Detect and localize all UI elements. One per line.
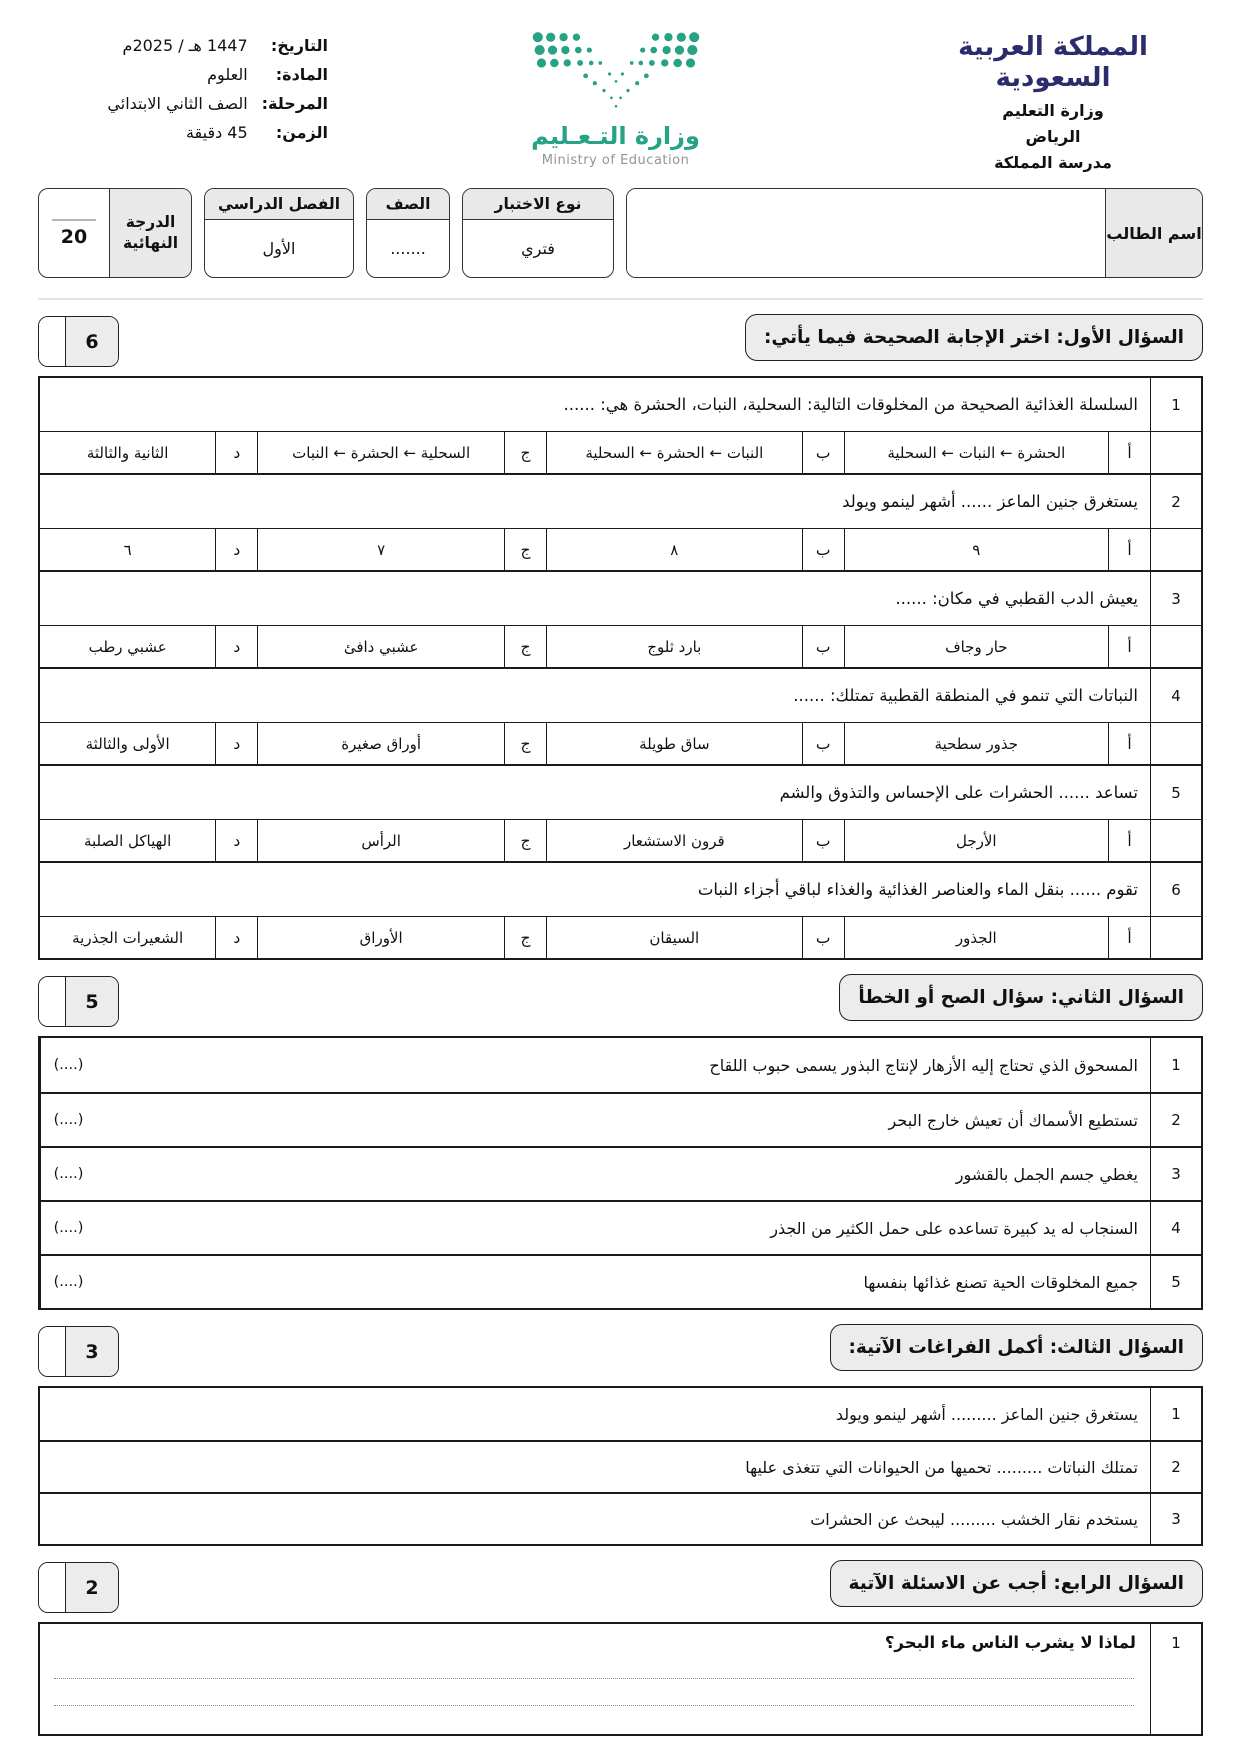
time-label: الزمن: (275, 123, 328, 142)
question-number: 3 (1171, 589, 1181, 608)
question-text: يعيش الدب القطبي في مكان: ...... (40, 572, 1151, 625)
question-number: 5 (1171, 783, 1181, 802)
statement-text: جميع المخلوقات الحية تصنع غذائها بنفسها (96, 1256, 1151, 1308)
question-text: تقوم ...... بنقل الماء والعناصر الغذائية والغذاء لباقي أجزاء النبات (40, 863, 1151, 916)
exam-type-box (462, 188, 614, 278)
option-letter-a: أ (1109, 529, 1151, 570)
statement-text: تستطيع الأسماك أن تعيش خارج البحر (96, 1094, 1151, 1146)
option-a[interactable]: الحشرة ← النبات ← السحلية (845, 432, 1109, 473)
question-number: 1 (1171, 395, 1181, 414)
option-letter-a: أ (1109, 432, 1151, 473)
section2-title: السؤال الثاني: سؤال الصح أو الخطأ (839, 974, 1203, 1021)
options-blank-cell (1151, 529, 1201, 570)
true-false-table (38, 1036, 1203, 1310)
subject-label: المادة: (275, 65, 328, 84)
question-number: 2 (1171, 492, 1181, 511)
option-d[interactable]: الهياكل الصلبة (40, 820, 216, 861)
options-blank-cell (1151, 820, 1201, 861)
answer-mark-cell[interactable]: (....) (40, 1148, 96, 1200)
option-a[interactable]: جذور سطحية (845, 723, 1109, 764)
item-number: 5 (1171, 1273, 1181, 1292)
semester-label: الفصل الدراسي (205, 189, 353, 220)
section1-header (38, 314, 1203, 367)
option-letter-c: ج (505, 529, 547, 570)
date-value: 1447 هـ / 2025م (122, 36, 248, 55)
option-letter-b: ب (803, 723, 845, 764)
option-a[interactable]: ٩ (845, 529, 1109, 570)
stage-value: الصف الثاني الابتدائي (107, 94, 248, 113)
options-blank-cell (1151, 432, 1201, 473)
question-text: النباتات التي تنمو في المنطقة القطبية تمتلك: ...... (40, 669, 1151, 722)
mcq-question-1 (40, 378, 1201, 473)
option-c[interactable]: الرأس (258, 820, 505, 861)
answer-line[interactable] (54, 1652, 1134, 1679)
time-value: 45 دقيقة (185, 123, 248, 142)
option-letter-b: ب (803, 432, 845, 473)
fill-blank-text[interactable]: يستخدم نقار الخشب ......... ليبحث عن الحشرات (40, 1494, 1151, 1544)
final-grade-box (38, 188, 192, 278)
option-letter-a: أ (1109, 820, 1151, 861)
item-number: 4 (1171, 1219, 1181, 1238)
option-letter-c: ج (505, 723, 547, 764)
question-text: تساعد ...... الحشرات على الإحساس والتذوق والشم (40, 766, 1151, 819)
options-blank-cell (1151, 723, 1201, 764)
student-name-label: اسم الطالب (1105, 189, 1202, 277)
ministry-logo-arabic-text: وزارة التـعـليم (531, 122, 700, 150)
city-name: الرياض (1025, 127, 1081, 147)
option-d[interactable]: عشبي رطب (40, 626, 216, 667)
option-a[interactable]: الأرجل (845, 820, 1109, 861)
option-letter-a: أ (1109, 723, 1151, 764)
section3-score: 3 (66, 1327, 118, 1376)
option-c[interactable]: الأوراق (258, 917, 505, 958)
option-b[interactable]: ٨ (547, 529, 803, 570)
item-number: 2 (1171, 1458, 1181, 1477)
question-number: 4 (1171, 686, 1181, 705)
fill-blank-row (40, 1440, 1201, 1492)
answer-line[interactable] (54, 1679, 1134, 1706)
section4-title: السؤال الرابع: أجب عن الاسئلة الآتية (830, 1560, 1203, 1607)
option-d[interactable]: الشعيرات الجذرية (40, 917, 216, 958)
true-false-row (40, 1146, 1201, 1200)
mcq-question-4 (40, 667, 1201, 764)
section1-score-blank-cell[interactable] (39, 317, 66, 366)
option-letter-d: د (216, 723, 258, 764)
section2-score-blank-cell[interactable] (39, 977, 66, 1026)
item-number: 1 (1171, 1056, 1181, 1075)
option-letter-c: ج (505, 432, 547, 473)
option-letter-b: ب (803, 529, 845, 570)
option-d[interactable]: الثانية والثالثة (40, 432, 216, 473)
option-b[interactable]: قرون الاستشعار (547, 820, 803, 861)
semester-box (204, 188, 354, 278)
section2-score-box (38, 976, 119, 1027)
item-number: 1 (1171, 1634, 1181, 1653)
org-block (903, 26, 1203, 172)
ministry-logo-english-text: Ministry of Education (541, 153, 690, 168)
option-letter-d: د (216, 820, 258, 861)
options-blank-cell (1151, 917, 1201, 958)
section4-header (38, 1560, 1203, 1613)
option-b[interactable]: السيقان (547, 917, 803, 958)
item-number: 3 (1171, 1510, 1181, 1529)
student-name-input[interactable] (627, 189, 1105, 277)
student-info-bar (38, 188, 1203, 278)
answer-mark-cell[interactable]: (....) (40, 1256, 96, 1308)
section4-score: 2 (66, 1563, 118, 1612)
class-value-input[interactable]: ....... (390, 239, 426, 259)
section3-title: السؤال الثالث: أكمل الفراغات الآتية: (830, 1324, 1203, 1371)
option-letter-d: د (216, 432, 258, 473)
obtained-grade-blank-line (52, 219, 96, 221)
item-number: 2 (1171, 1111, 1181, 1130)
option-c[interactable]: أوراق صغيرة (258, 723, 505, 764)
section3-score-blank-cell[interactable] (39, 1327, 66, 1376)
section2-score: 5 (66, 977, 118, 1026)
option-b[interactable]: النبات ← الحشرة ← السحلية (547, 432, 803, 473)
option-c[interactable]: ٧ (258, 529, 505, 570)
student-name-box (626, 188, 1203, 278)
final-grade-value: 20 (60, 225, 88, 248)
open-question-content (40, 1624, 1151, 1734)
date-label: التاريخ: (270, 36, 328, 55)
answer-mark-cell[interactable]: (....) (40, 1038, 96, 1092)
mcq-question-2 (40, 473, 1201, 570)
semester-value: الأول (262, 239, 296, 259)
option-d[interactable]: ٦ (40, 529, 216, 570)
option-letter-b: ب (803, 820, 845, 861)
option-letter-d: د (216, 626, 258, 667)
section3-header (38, 1324, 1203, 1377)
question-text: السلسلة الغذائية الصحيحة من المخلوقات التالية: السحلية، النبات، الحشرة هي: ...... (40, 378, 1151, 431)
answer-mark-cell[interactable]: (....) (40, 1094, 96, 1146)
true-false-row (40, 1200, 1201, 1254)
option-letter-c: ج (505, 917, 547, 958)
question-number: 6 (1171, 880, 1181, 899)
header-divider (38, 298, 1203, 300)
ministry-name: وزارة التعليم (1002, 101, 1104, 121)
question-text: يستغرق جنين الماعز ...... أشهر لينمو ويولد (40, 475, 1151, 528)
class-box (366, 188, 450, 278)
section4-score-box (38, 1562, 119, 1613)
ministry-logo-icon (521, 28, 711, 120)
fill-blank-text[interactable]: تمتلك النباتات ......... تحميها من الحيوانات التي تتغذى عليها (40, 1442, 1151, 1492)
fill-blank-row (40, 1492, 1201, 1544)
ministry-logo (328, 26, 903, 168)
exam-type-value: فتري (521, 239, 555, 259)
section1-score: 6 (66, 317, 118, 366)
option-c[interactable]: السحلية ← الحشرة ← النبات (258, 432, 505, 473)
open-question-block (38, 1622, 1203, 1736)
exam-type-label: نوع الاختبار (463, 189, 613, 220)
option-letter-d: د (216, 529, 258, 570)
option-letter-c: ج (505, 626, 547, 667)
section4-score-blank-cell[interactable] (39, 1563, 66, 1612)
saudi-emblem-calligraphy: المملكة العربية السعودية (958, 32, 1148, 94)
option-d[interactable]: الأولى والثالثة (40, 723, 216, 764)
section1-title: السؤال الأول: اختر الإجابة الصحيحة فيما يأتي: (745, 314, 1203, 361)
options-blank-cell (1151, 626, 1201, 667)
mcq-question-6 (40, 861, 1201, 958)
school-name: مدرسة المملكة (994, 153, 1112, 173)
section3-score-box (38, 1326, 119, 1377)
option-b[interactable]: بارد ثلوج (547, 626, 803, 667)
statement-text: السنجاب له يد كبيرة تساعده على حمل الكثير من الجذر (96, 1202, 1151, 1254)
item-number: 3 (1171, 1165, 1181, 1184)
page-header (38, 26, 1203, 172)
mcq-table (38, 376, 1203, 960)
option-letter-d: د (216, 917, 258, 958)
statement-text: يغطي جسم الجمل بالقشور (96, 1148, 1151, 1200)
statement-text: المسحوق الذي تحتاج إليه الأزهار لإنتاج البذور يسمى حبوب اللقاح (96, 1038, 1151, 1092)
true-false-row (40, 1254, 1201, 1308)
option-a[interactable]: الجذور (845, 917, 1109, 958)
mcq-question-5 (40, 764, 1201, 861)
fill-blank-row (40, 1388, 1201, 1440)
option-letter-a: أ (1109, 626, 1151, 667)
option-c[interactable]: عشبي دافئ (258, 626, 505, 667)
answer-mark-cell[interactable]: (....) (40, 1202, 96, 1254)
mcq-question-3 (40, 570, 1201, 667)
final-grade-label: الدرجة النهائية (109, 189, 191, 277)
option-letter-b: ب (803, 917, 845, 958)
true-false-row (40, 1092, 1201, 1146)
stage-label: المرحلة: (261, 94, 328, 113)
option-a[interactable]: حار وجاف (845, 626, 1109, 667)
section2-header (38, 974, 1203, 1027)
fill-blanks-table (38, 1386, 1203, 1546)
option-letter-c: ج (505, 820, 547, 861)
option-letter-b: ب (803, 626, 845, 667)
section1-score-box (38, 316, 119, 367)
exam-meta (38, 26, 328, 142)
true-false-row (40, 1038, 1201, 1092)
open-question-text: لماذا لا يشرب الناس ماء البحر؟ (884, 1633, 1136, 1653)
option-b[interactable]: ساق طويلة (547, 723, 803, 764)
item-number: 1 (1171, 1405, 1181, 1424)
final-grade-cell[interactable] (39, 189, 109, 277)
fill-blank-text[interactable]: يستغرق جنين الماعز ......... أشهر لينمو ويولد (40, 1388, 1151, 1440)
subject-value: العلوم (207, 65, 248, 84)
class-label: الصف (367, 189, 449, 220)
option-letter-a: أ (1109, 917, 1151, 958)
